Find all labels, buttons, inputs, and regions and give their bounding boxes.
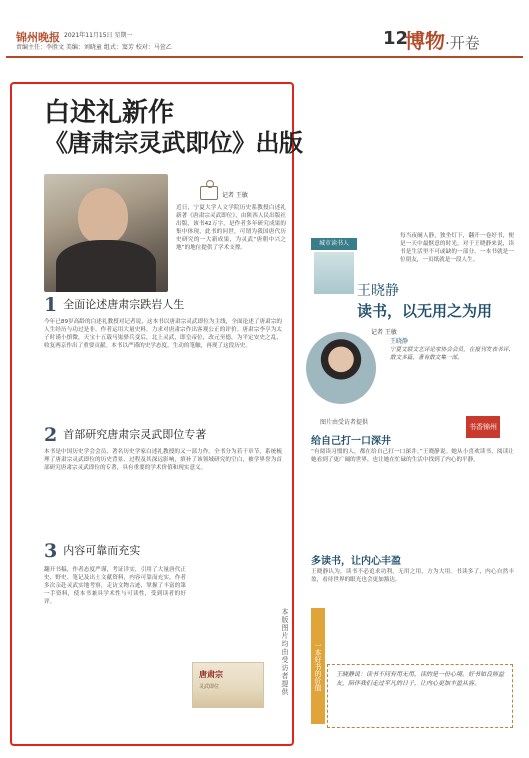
- section1-text: 今年已89岁高龄的白述礼教授对记者说，这本书以唐肃宗灵武即位为主线，全面论述了唐肃宗的人生经历与功过是非。作者运用大量史料，力求对唐肃宗作出客观公正的评价。唐肃宗李亨为太子时谨小慎微，天宝十五载马嵬驿兵变后，北上灵武，即皇帝位，改元至德，为平定安史之乱、收复两京作出了重要贡献。本书以严谨的史学态度，生动的笔触，再现了这段历史。: [44, 319, 282, 350]
- portrait-caption: 图片由受访者提供: [320, 419, 369, 426]
- editors-line: 责编主任：李胜文 美编：刘晓童 组式：窦芳 校对：马萱乙: [16, 44, 172, 51]
- section3-text: 翻开书稿，作者态度严谨，考证详实，引用了大量唐代正史、野史、笔记及出土文献资料，内容可靠而充实。作者多次亲赴灵武实地考察，走访文物古迹，掌握了丰富的第一手资料，使本书兼具学术性与可读性，受到读者的好评。: [44, 567, 186, 606]
- portrait-photo: [306, 332, 376, 404]
- bio-text: 宁夏文联文艺评论家协会会员，在报刊发表书评、散文多篇，著有散文集一部。: [390, 347, 514, 362]
- headline-line2: 《唐肃宗灵武即位》出版: [44, 129, 303, 157]
- book-cover-title: 唐肃宗: [199, 669, 223, 679]
- section3-title: 内容可靠而充实: [63, 544, 141, 557]
- column-tag-illustration: [314, 252, 354, 294]
- right-sub1-text: “有阅读习惯的人，都在给自己打一口深井。”王晓静说。她从小喜欢读书，阅读让她看到了更广阔的世界，也让她在忙碌的生活中找到了内心的平静。: [311, 449, 514, 464]
- issue-date: 2021年11月15日 星期一: [64, 32, 133, 39]
- section3-heading: [44, 540, 140, 562]
- section-title: [405, 25, 480, 54]
- section-subtitle: ·开卷: [445, 34, 480, 52]
- section1-heading: [44, 294, 184, 316]
- right-intro: 每当夜阑人静，独坐灯下，翻开一卷好书，便是一天中最惬意的时光。对于王晓静来说，读书是生活里不可或缺的一部分，一本书就是一位朋友，一页纸就是一段人生。: [400, 233, 514, 264]
- newspaper-logo: 锦州晚报: [16, 31, 60, 44]
- bio-name: 王晓静: [390, 338, 409, 345]
- masthead: [6, 24, 523, 58]
- right-sub2-text: 王晓静认为，读书不必追求功利，无用之用，方为大用。书读多了，内心自然丰盈，看待世界的眼光也会更加豁达。: [311, 569, 514, 584]
- headline-line1: 白述礼新作: [44, 98, 175, 128]
- right-byline: 记者 王敏: [371, 329, 397, 336]
- article-intro: 近日，宁夏大学人文学院历史系教授白述礼新著《唐肃宗灵武即位》，由陕西人民出版社出版，该书42万字，是作者多年研究成果的集中体现，此书的问世，可谓为我国唐代历史研究的一大新成果，为灵武“唐朝中兴之地”的地位提供了学术支撑。: [176, 205, 286, 252]
- article-byline: 记者 王敏: [222, 192, 248, 199]
- right-headline: [357, 280, 492, 321]
- right-subhead-2: 多读书，让内心丰盈: [311, 556, 401, 567]
- vertical-tag: 一本好书的价值: [311, 608, 325, 724]
- section2-number: 2: [44, 424, 58, 446]
- section3-number: 3: [44, 540, 58, 562]
- column-tag: 城市读书人: [311, 238, 357, 250]
- section1-number: 1: [44, 294, 58, 316]
- section2-title: 首部研究唐肃宗灵武即位专著: [63, 428, 207, 441]
- article-headline: [44, 98, 303, 158]
- photo-credit-caption: 本版图片均由受访者提供: [281, 608, 289, 696]
- column-sticker: 书香锦州: [466, 416, 500, 438]
- author-photo: [44, 174, 168, 292]
- section1-title: 全面论述唐肃宗跌岩人生: [63, 298, 185, 311]
- book-cover-photo: [192, 662, 264, 708]
- section2-heading: [44, 424, 206, 446]
- right-headline-name: 王晓静: [357, 283, 399, 299]
- page-number: 12: [383, 28, 409, 49]
- section-name: 博物: [405, 29, 445, 53]
- right-subhead-1: 给自己打一口深井: [311, 436, 391, 447]
- reporter-icon: [200, 186, 218, 200]
- right-headline-title: 读书，以无用之为用: [357, 302, 493, 320]
- book-cover-subtitle: 灵武即位: [199, 684, 220, 690]
- section2-text: 本书是中国历史学会会员、著名历史学家白述礼教授的又一部力作。全书分为若干章节，系统梳理了唐肃宗灵武即位的历史背景、过程及其深远影响，填补了该领域研究的空白，被学界誉为首部研究唐肃宗灵武即位的专著，具有重要的学术价值和现实意义。: [44, 449, 282, 472]
- quote-text: 王晓静说：读书不问有用无用，读的是一份心境。好书如良师益友，陪伴我们走过平凡的日子，让内心更加丰盈从容。: [336, 671, 505, 687]
